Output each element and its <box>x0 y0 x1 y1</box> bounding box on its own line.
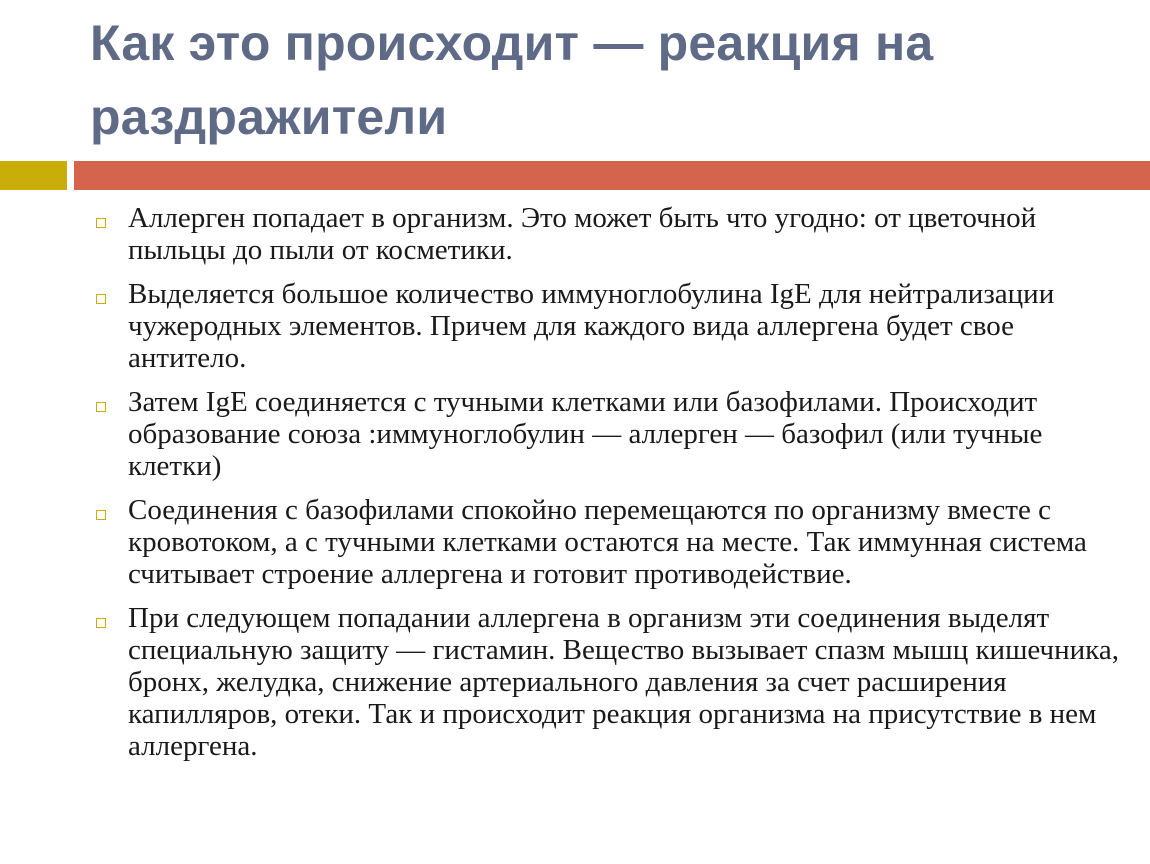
bullet-item <box>90 386 1120 482</box>
accent-bar-gold <box>0 161 67 190</box>
bullet-text: Затем IgE соединяется с тучными клетками или базофилами. Происходит образование союза :иммуноглобулин — аллерген — базофил (или тучные клетки) <box>128 386 1043 482</box>
slide-title: Как это происходит — реакция на раздражители <box>90 15 934 145</box>
bullet-item <box>90 494 1120 590</box>
square-bullet-icon <box>96 218 106 228</box>
bullet-text: Выделяется большое количество иммуноглобулина IgE для нейтрализации чужеродных элементов. Причем для каждого вида аллергена будет свое антитело. <box>128 278 1055 374</box>
square-bullet-icon <box>96 618 106 628</box>
square-bullet-icon <box>96 402 106 412</box>
square-bullet-icon <box>96 510 106 520</box>
accent-bar-red <box>74 161 1150 190</box>
bullet-item <box>90 602 1120 762</box>
bullet-list <box>90 202 1120 774</box>
bullet-item <box>90 202 1120 266</box>
bullet-text: Аллерген попадает в организм. Это может быть что угодно: от цветочной пыльцы до пыли от косметики. <box>128 202 1037 266</box>
bullet-text: При следующем попадании аллергена в организм эти соединения выделят специальную защиту — гистамин. Вещество вызывает спазм мышц кишечника, бронх, желудка, снижение артериального давления за счет расширения капилляров, отеки. Так и происходит реакция организма на присутствие в нем аллергена. <box>128 602 1119 762</box>
bullet-item <box>90 278 1120 374</box>
square-bullet-icon <box>96 294 106 304</box>
bullet-text: Соединения с базофилами спокойно перемещаются по организму вместе с кровотоком, а с тучными клетками остаются на месте. Так иммунная система считывает строение аллергена и готовит противодействие. <box>128 494 1087 590</box>
